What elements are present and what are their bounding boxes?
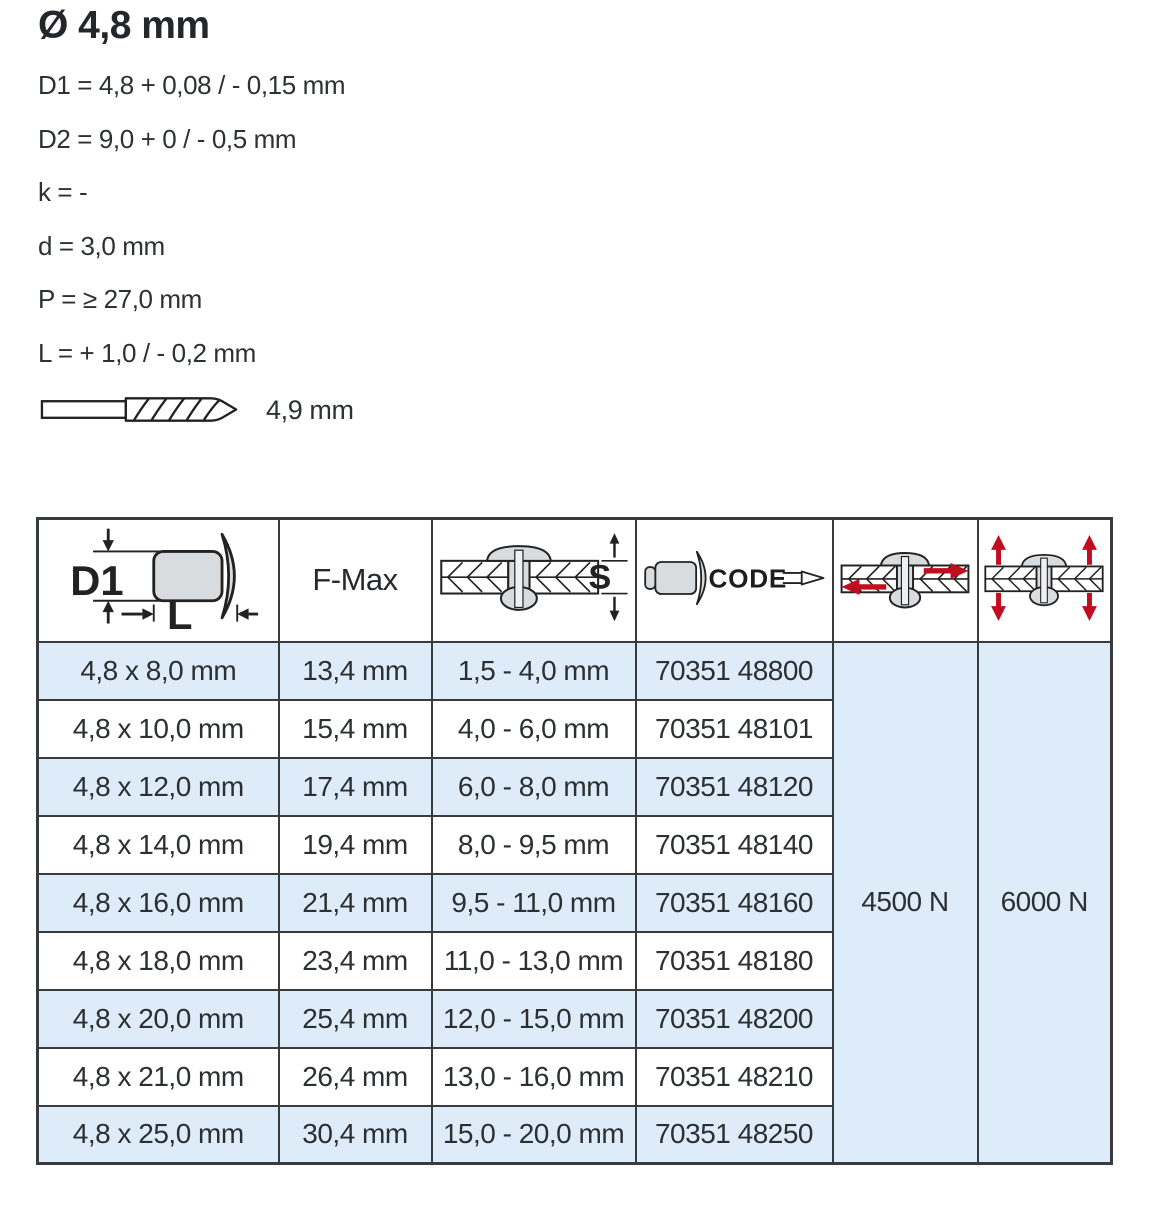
grip-range-icon [438, 529, 630, 627]
d1-dim-label: D1 [70, 556, 124, 604]
tensile-strength-icon [982, 529, 1106, 627]
cell-size: 4,8 x 21,0 mm [38, 1048, 279, 1106]
spec-line-k: k = - [38, 177, 88, 207]
drill-bit-icon [40, 392, 240, 428]
spec-line-d: d = 3,0 mm [38, 230, 165, 261]
cell-fmax: 23,4 mm [279, 932, 432, 990]
page-title: Ø 4,8 mm [38, 4, 210, 47]
cell-size: 4,8 x 25,0 mm [38, 1106, 279, 1164]
header-dimensions [38, 519, 279, 642]
header-shear-strength [833, 519, 978, 642]
cell-grip: 11,0 - 13,0 mm [432, 932, 636, 990]
drill-size-row [40, 392, 354, 428]
spec-line-d2: D2 = 9,0 + 0 / - 0,5 mm [38, 123, 297, 154]
cell-size: 4,8 x 20,0 mm [38, 990, 279, 1048]
cell-grip: 6,0 - 8,0 mm [432, 758, 636, 816]
header-tensile-strength [978, 519, 1112, 642]
rivet-code-icon [643, 548, 825, 608]
header-fmax: F-Max [279, 519, 432, 642]
cell-fmax: 15,4 mm [279, 700, 432, 758]
cell-code: 70351 48101 [636, 700, 833, 758]
rivet-spec-table [36, 517, 1113, 1165]
cell-size: 4,8 x 16,0 mm [38, 874, 279, 932]
header-grip-range [432, 519, 636, 642]
cell-shear-strength: 4500 N [833, 642, 978, 1164]
cell-code: 70351 48160 [636, 874, 833, 932]
cell-code: 70351 48200 [636, 990, 833, 1048]
cell-fmax: 21,4 mm [279, 874, 432, 932]
spec-line-d1: D1 = 4,8 + 0,08 / - 0,15 mm [38, 70, 346, 100]
cell-grip: 12,0 - 15,0 mm [432, 990, 636, 1048]
code-label: CODE [708, 563, 788, 594]
cell-size: 4,8 x 12,0 mm [38, 758, 279, 816]
cell-code: 70351 48800 [636, 642, 833, 700]
spec-list [38, 72, 345, 393]
table-row [38, 642, 1112, 700]
cell-code: 70351 48180 [636, 932, 833, 990]
cell-code: 70351 48210 [636, 1048, 833, 1106]
rivet-dimensions-icon [56, 523, 261, 633]
cell-grip: 8,0 - 9,5 mm [432, 816, 636, 874]
cell-fmax: 19,4 mm [279, 816, 432, 874]
spec-line-l: L = + 1,0 / - 0,2 mm [38, 337, 256, 368]
cell-code: 70351 48250 [636, 1106, 833, 1164]
cell-grip: 13,0 - 16,0 mm [432, 1048, 636, 1106]
table-header-row [38, 519, 1112, 642]
cell-grip: 15,0 - 20,0 mm [432, 1106, 636, 1164]
cell-size: 4,8 x 14,0 mm [38, 816, 279, 874]
cell-fmax: 17,4 mm [279, 758, 432, 816]
cell-code: 70351 48140 [636, 816, 833, 874]
drill-size-label: 4,9 mm [266, 394, 354, 425]
shear-strength-icon [838, 532, 972, 624]
cell-size: 4,8 x 10,0 mm [38, 700, 279, 758]
cell-size: 4,8 x 18,0 mm [38, 932, 279, 990]
s-dim-label: S [587, 558, 611, 597]
cell-code: 70351 48120 [636, 758, 833, 816]
cell-grip: 9,5 - 11,0 mm [432, 874, 636, 932]
cell-grip: 1,5 - 4,0 mm [432, 642, 636, 700]
cell-tensile-strength: 6000 N [978, 642, 1112, 1164]
cell-grip: 4,0 - 6,0 mm [432, 700, 636, 758]
cell-size: 4,8 x 8,0 mm [38, 642, 279, 700]
spec-line-p: P = ≥ 27,0 mm [38, 284, 202, 314]
cell-fmax: 13,4 mm [279, 642, 432, 700]
cell-fmax: 30,4 mm [279, 1106, 432, 1164]
cell-fmax: 25,4 mm [279, 990, 432, 1048]
cell-fmax: 26,4 mm [279, 1048, 432, 1106]
l-dim-label: L [166, 590, 193, 633]
header-code [636, 519, 833, 642]
